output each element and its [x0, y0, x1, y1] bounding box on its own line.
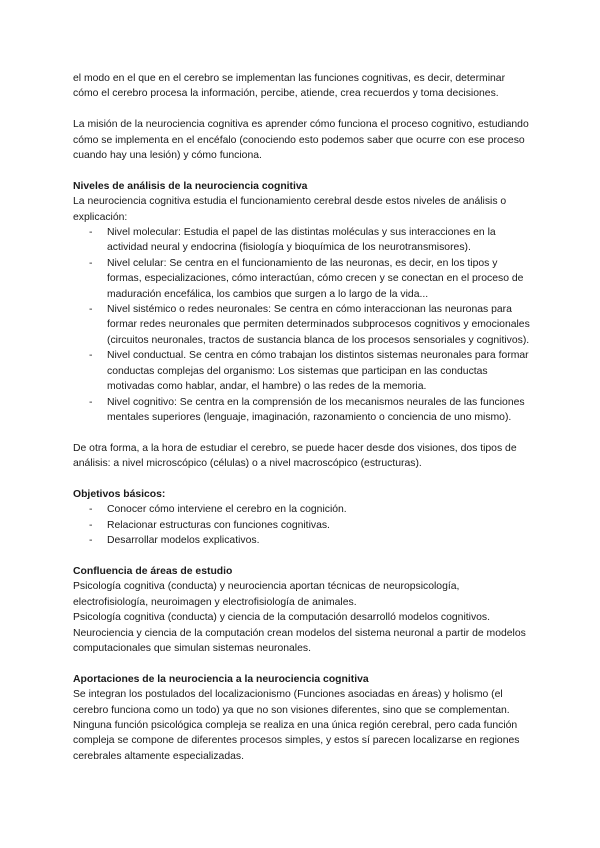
niveles-outro: De otra forma, a la hora de estudiar el cerebro, se puede hacer desde dos visiones, dos tipos de análisis: a nivel microscópico (células) o a nivel macroscópico (estructuras).: [73, 442, 517, 470]
intro-paragraph-2: La misión de la neurociencia cognitiva es aprender cómo funciona el proceso cognitivo, estudiando cómo se implementa en el encéfalo (conociendo esto podemos saber que ocurre con ese proceso cuando hay una lesión) y cómo funciona.: [73, 119, 529, 162]
confluencia-paragraph-2: Psicología cognitiva (conducta) y ciencia de la computación desarrolló modelos cognitivos.: [73, 612, 491, 624]
list-item: - Relacionar estructuras con funciones cognitivas.: [107, 518, 533, 533]
niveles-intro: La neurociencia cognitiva estudia el funcionamiento cerebral desde estos niveles de análisis o explicación:: [73, 196, 507, 223]
section-heading-confluencia: Confluencia de áreas de estudio: [73, 565, 233, 577]
section-heading-objetivos: Objetivos básicos:: [73, 488, 166, 500]
section-heading-niveles: Niveles de análisis de la neurociencia cognitiva: [73, 180, 308, 192]
list-item: - Nivel celular: Se centra en el funcionamiento de las neuronas, es decir, en los tipos y formas, especializaciones, cómo interactúan, cómo crecen y se conectan en el proceso de maduración encefálica, los cambios que surgen a lo largo de la vida...: [107, 256, 533, 302]
list-item: - Conocer cómo interviene el cerebro en la cognición.: [107, 502, 533, 517]
list-item: - Desarrollar modelos explicativos.: [107, 533, 533, 548]
intro-paragraph-1: el modo en el que en el cerebro se implementan las funciones cognitivas, es decir, determinar cómo el cerebro procesa la información, percibe, atiende, crea recuerdos y toma decisiones.: [73, 73, 506, 100]
document-page: [73, 71, 533, 764]
confluencia-paragraph-3: Neurociencia y ciencia de la computación crean modelos del sistema neuronal a partir de modelos computacionales que simulan sistemas neuronales.: [73, 627, 526, 654]
list-item: - Nivel molecular: Estudia el papel de las distintas moléculas y sus interacciones en la actividad neural y endocrina (fisiología y bioquímica de los neurotransmisores).: [107, 225, 533, 256]
confluencia-paragraph-1: Psicología cognitiva (conducta) y neurociencia aportan técnicas de neuropsicología, electrofisiología, neuroimagen y electrofisiología de animales.: [73, 581, 460, 608]
objetivos-list: [73, 502, 533, 548]
aportaciones-paragraph-1: Se integran los postulados del localizacionismo (Funciones asociadas en áreas) y holismo (el cerebro funciona como un todo) ya que no son visiones diferentes, sino que se complementan. Ninguna función psicológica compleja se realiza en una única región cerebral, pero cada función compleja se compone de diferentes procesos simples, y estos sí parecen localizarse en regiones cerebrales altamente especializadas.: [73, 689, 520, 762]
list-item: - Nivel conductual. Se centra en cómo trabajan los distintos sistemas neuronales para formar conductas complejas del organismo: Los sistemas que participan en las conductas motivadas como hablar, andar, el hambre) o las redes de la memoria.: [107, 348, 533, 394]
list-item: - Nivel sistémico o redes neuronales: Se centra en cómo interaccionan las neuronas para formar redes neuronales que permiten determinados subprocesos cognitivos y emocionales (circuitos neuronales, tractos de sustancia blanca de los procesos sensoriales y cognitivos).: [107, 302, 533, 348]
section-heading-aportaciones: Aportaciones de la neurociencia a la neurociencia cognitiva: [73, 673, 369, 685]
list-item: - Nivel cognitivo: Se centra en la comprensión de los mecanismos neurales de las funciones mentales superiores (lenguaje, imaginación, razonamiento o conciencia de uno mismo).: [107, 395, 533, 426]
niveles-list: [73, 225, 533, 425]
